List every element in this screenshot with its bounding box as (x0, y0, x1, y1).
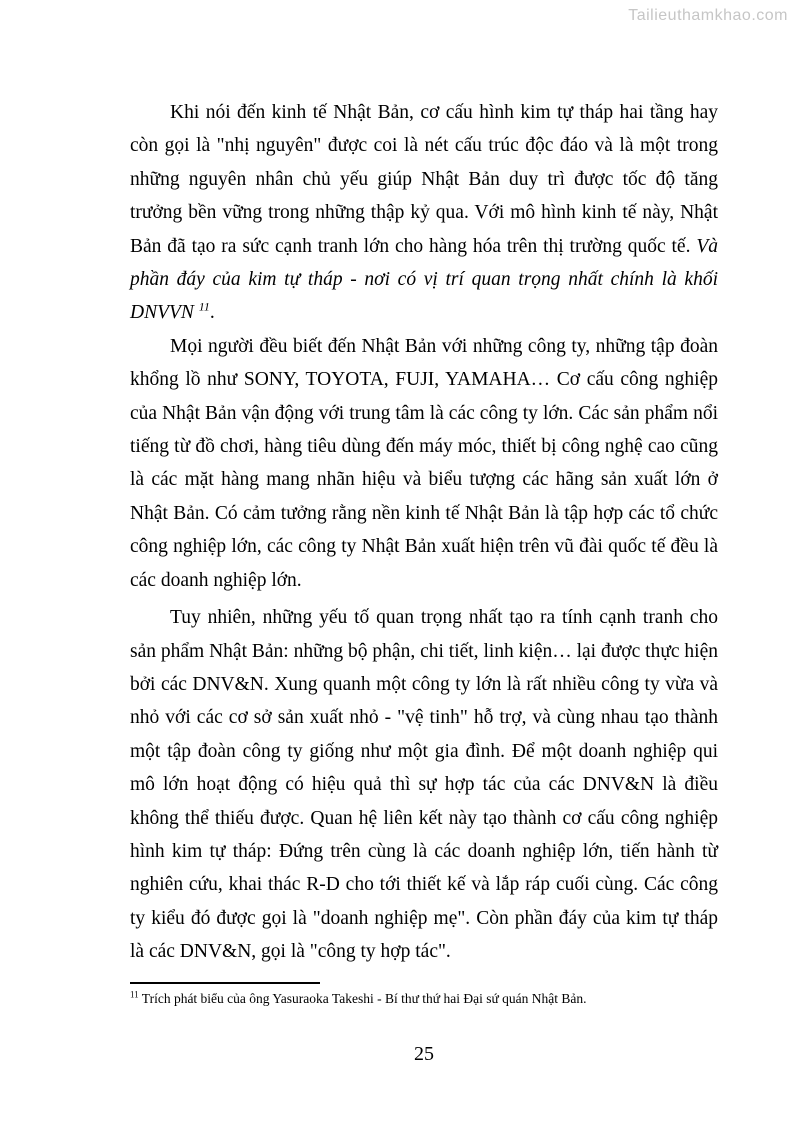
watermark: Tailieuthamkhao.com (628, 7, 788, 24)
footnote-text: Trích phát biểu của ông Yasuraoka Takeshi - Bí thư thứ hai Đại sứ quán Nhật Bản. (138, 991, 587, 1006)
paragraph-1-text: Khi nói đến kinh tế Nhật Bản, cơ cấu hình kim tự tháp hai tầng hay còn gọi là "nhị nguyên" được coi là nét cấu trúc độc đáo và là một trong những nguyên nhân chủ yếu giúp Nhật Bản duy trì được tốc độ tăng trưởng bền vững trong những thập kỷ qua. Với mô hình kinh tế này, Nhật Bản đã tạo ra sức cạnh tranh lớn cho hàng hóa trên thị trường quốc tế. (130, 102, 718, 257)
paragraph-1 (130, 96, 718, 330)
footnote-marker: 11 (130, 989, 139, 1000)
paragraph-3: Tuy nhiên, những yếu tố quan trọng nhất tạo ra tính cạnh tranh cho sản phẩm Nhật Bản: những bộ phận, chi tiết, linh kiện… lại được thực hiện bởi các DNV&N. Xung quanh một công ty lớn là rất nhiều công ty vừa và nhỏ với các cơ sở sản xuất nhỏ - "vệ tinh" hỗ trợ, và cùng nhau tạo thành một tập đoàn công ty giống như một gia đình. Để một doanh nghiệp qui mô lớn hoạt động có hiệu quả thì sự hợp tác của các DNV&N là điều không thể thiếu được. Quan hệ liên kết này tạo thành cơ cấu công nghiệp hình kim tự tháp: Đứng trên cùng là các doanh nghiệp lớn, tiến hành từ nghiên cứu, khai thác R-D cho tới thiết kế và lắp ráp cuối cùng. Các công ty kiểu đó được gọi là "doanh nghiệp mẹ". Còn phần đáy của kim tự tháp là các DNV&N, gọi là "công ty hợp tác". (130, 607, 718, 963)
paragraph-2: Mọi người đều biết đến Nhật Bản với những công ty, những tập đoàn khổng lồ như SONY, TOYOTA, FUJI, YAMAHA… Cơ cấu công nghiệp của Nhật Bản vận động với trung tâm là các công ty lớn. Các sản phẩm nổi tiếng từ đồ chơi, hàng tiêu dùng đến máy móc, thiết bị công nghệ cao cũng là các mặt hàng mang nhãn hiệu và biểu tượng các hãng sản xuất lớn ở Nhật Bản. Có cảm tưởng rằng nền kinh tế Nhật Bản là tập hợp các tổ chức công nghiệp lớn, các công ty Nhật Bản xuất hiện trên vũ đài quốc tế đều là các doanh nghiệp lớn. (130, 335, 718, 591)
footnote-divider (130, 982, 320, 984)
paragraph-1-end: . (209, 302, 215, 324)
footnote (130, 989, 718, 1008)
page-number: 25 (414, 1043, 434, 1065)
paragraph-1-italic: Và phần đáy của kim tự tháp - nơi có vị trí quan trọng nhất chính là khối DNVVN (130, 235, 718, 324)
footnote-reference: 11 (198, 299, 210, 314)
body-text (130, 96, 718, 969)
footnote-section (130, 982, 718, 1008)
